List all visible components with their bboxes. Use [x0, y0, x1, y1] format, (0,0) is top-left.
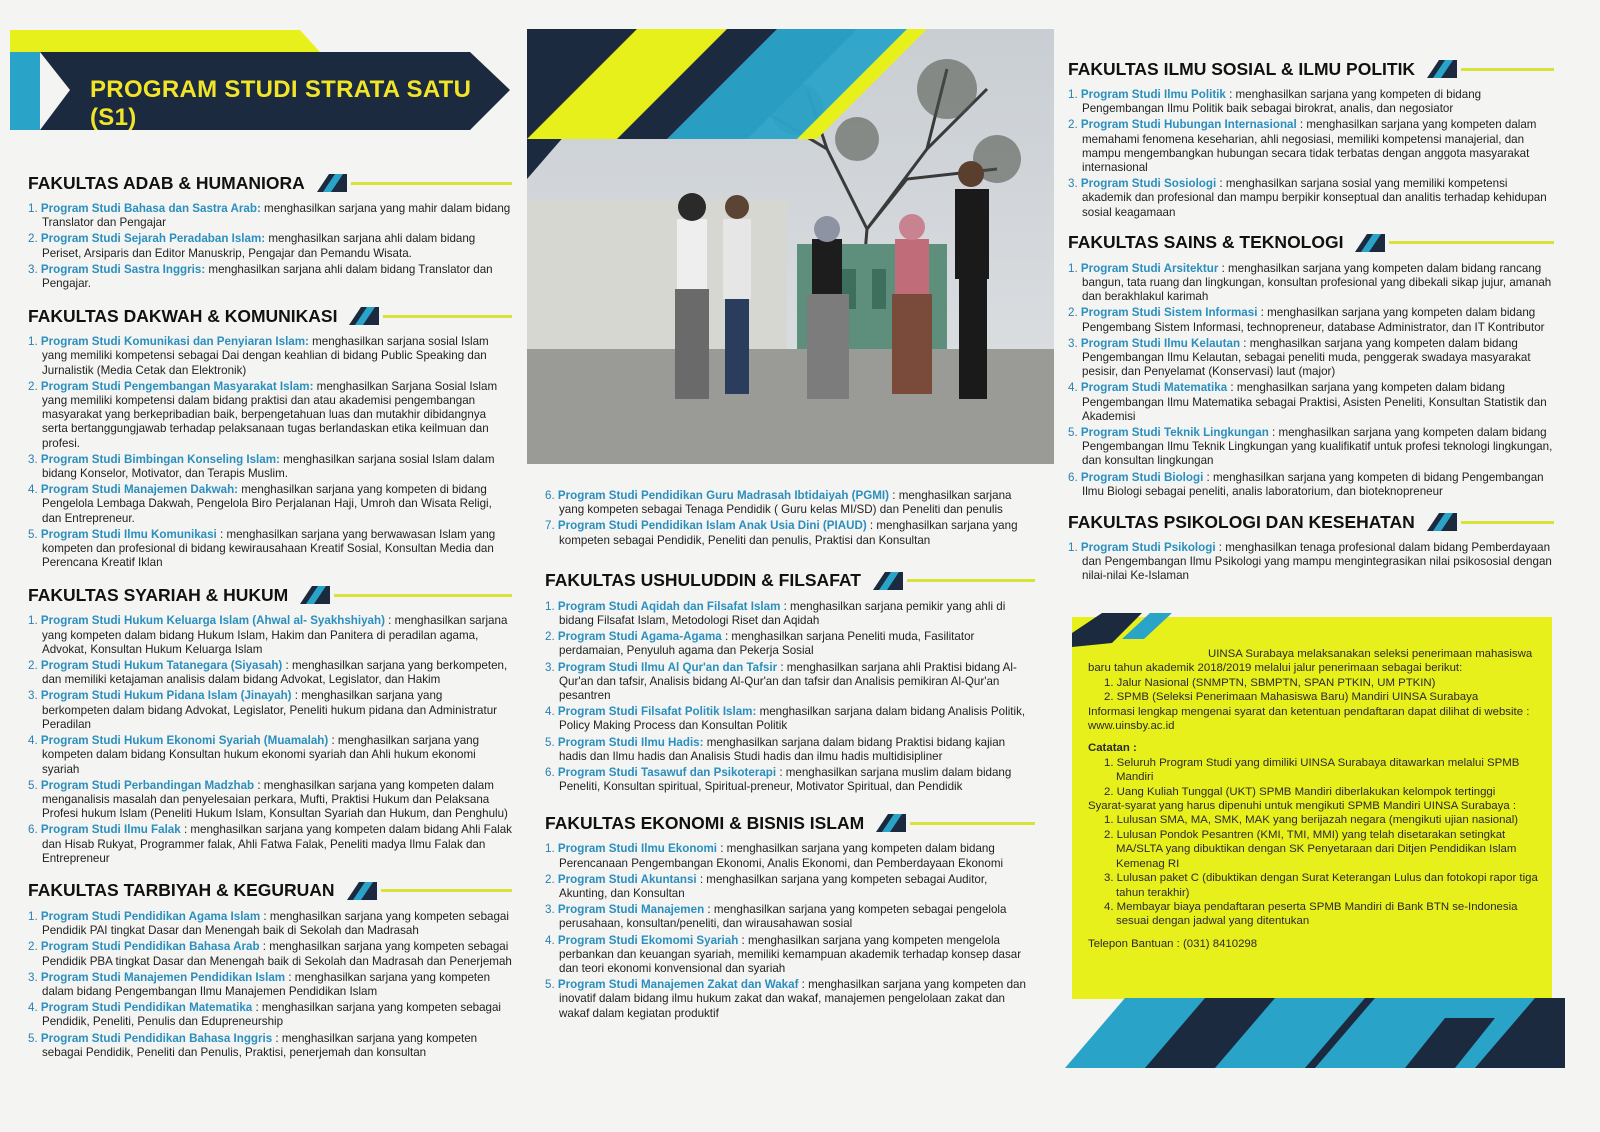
program-item — [1068, 381, 1554, 424]
program-name: Program Studi Akuntansi — [557, 872, 697, 886]
banner — [10, 30, 510, 135]
program-name: Program Studi Aqidah dan Filsafat Islam — [557, 599, 781, 613]
faculty-heading — [28, 580, 512, 610]
program-number: 3. — [28, 452, 38, 466]
program-name: Program Studi Manajemen Zakat dan Wakaf — [557, 978, 799, 992]
program-number: 1. — [545, 599, 555, 613]
program-name: Program Studi Ilmu Al Qur'an dan Tafsir — [557, 660, 778, 674]
program-item — [28, 823, 512, 866]
program-name: Program Studi Hukum Tatanegara (Siyasah) — [40, 659, 283, 673]
program-description: : menghasilkan sarjana yang kompeten dalam bidang Konsultan hukum ekonomi syariah dan Ahli hukum ekonomi syariah — [42, 734, 480, 776]
program-description: menghasilkan sarjana dalam bidang Praktisi bidang kajian hadis dan Ilmu hadis dan Analisis Studi hadis dan ilmu hadis multidisipliner — [559, 735, 1006, 763]
page-title: PROGRAM STUDI STRATA SATU (S1) — [90, 76, 472, 131]
program-number: 5. — [1068, 426, 1078, 440]
program-number: 5. — [28, 527, 38, 541]
program-item — [1068, 541, 1554, 584]
program-description: : menghasilkan sarjana yang kompeten sebagai Pendidik, Peneliti, Penulis dan Edupreneurship — [42, 1001, 502, 1029]
info-intro: UINSA Surabaya melaksanakan seleksi penerimaan mahasiswa baru tahun akademik 2018/2019 melalui jalur penerimaan sebagai berikut: — [1088, 648, 1533, 675]
program-item — [28, 614, 512, 657]
program-description: menghasilkan sarjana yang kompeten di bidang Pengelola Lembaga Dakwah, Pengelola Biro Perjalanan Haji, Umroh dan Wisata Religi, dan Entrepreneur. — [42, 483, 492, 525]
program-description: : menghasilkan sarjana pemikir yang ahli di bidang Filsafat Islam, Metodologi Riset dan Aqidah — [559, 599, 1006, 628]
program-number: 1. — [28, 335, 38, 349]
program-name: Program Studi Hukum Ekonomi Syariah (Muamalah) — [40, 734, 329, 748]
program-name: Program Studi Biologi — [1080, 470, 1204, 484]
program-item — [1068, 177, 1554, 220]
program-description: menghasilkan sarjana dalam bidang Analisis Politik, Policy Making Process dan Konsultan Politik — [559, 705, 1026, 733]
program-description: : menghasilkan sarjana yang kompeten dalam bidang Pengembangan Ilmu Matematika sebagai Praktisi, Asisten Peneliti, Konsultan Statistik dan Akademisi — [1082, 381, 1547, 423]
heading-stripe-icon — [1427, 513, 1457, 531]
program-description: menghasilkan sarjana ahli dalam bidang Translator dan Pengajar. — [42, 262, 493, 291]
program-number: 5. — [28, 778, 38, 792]
program-number: 2. — [1068, 306, 1078, 320]
program-item — [28, 1001, 512, 1029]
faculty-heading — [545, 808, 1035, 838]
heading-stripe-icon — [873, 572, 903, 590]
faculty-title: FAKULTAS ILMU SOSIAL & ILMU POLITIK — [1068, 58, 1416, 79]
program-description: : menghasilkan sarjana sosial yang memiliki kompetensi akademik dan profesional dan mampu berpikir konseptual dan analitis terhadap kehidupan sosial keagamaan — [1082, 177, 1547, 219]
heading-stripe-icon — [1355, 234, 1385, 252]
requirement-item: 4. Membayar biaya pendaftaran peserta SPMB Mandiri di Bank BTN se-Indonesia sesuai dengan jadwal yang ditentukan — [1104, 900, 1518, 928]
program-item — [28, 380, 512, 451]
program-description: menghasilkan Sarjana Sosial Islam yang memiliki kompetensi dalam bidang praktisi dan atau akademisi pengembangan masyarakat yang berkepribadian baik, berpengetahuan luas dan mutakhir dibidangnya serta bertanggungjawab terhadap pelaksanaan tugas berlandaskan etika keilmuan dan profesi. — [42, 379, 498, 450]
program-item — [545, 661, 1035, 704]
program-number: 1. — [28, 614, 38, 628]
program-item — [545, 766, 1035, 794]
program-description: : menghasilkan sarjana yang kompeten dalam menganalisis masalah dan penyelesaian perkara, Mufti, Praktisi Hukum dan Pelaksana Profesi hukum Islam (Peneliti Hukum Islam, Konsultan Syariah dan Hukum, dan Penghulu) — [42, 778, 508, 821]
program-number: 1. — [28, 202, 38, 215]
help-phone: Telepon Bantuan : (031) 8410298 — [1088, 937, 1258, 950]
faculty-title: FAKULTAS USHULUDDIN & FILSAFAT — [545, 570, 861, 591]
heading-rule — [351, 182, 512, 185]
program-name: Program Studi Perbandingan Madzhab — [40, 778, 255, 792]
program-name: Program Studi Filsafat Politik Islam: — [557, 705, 757, 719]
program-name: Program Studi Ilmu Komunikasi — [40, 527, 217, 541]
program-item — [28, 779, 512, 822]
program-description: menghasilkan sarjana sosial Islam yang memiliki kompetensi sebagai Dai dengan keahlian di bidang Public Speaking dan Jurnalistik (Media Cetak dan Elektronik) — [42, 335, 489, 377]
program-item — [545, 519, 1035, 547]
program-description: : menghasilkan tenaga profesional dalam bidang Pemberdayaan dan Pengembangan Ilmu Psikologi yang mampu mengintegrasikan nilai psikososial dengan nilai-nilai Ke-Islaman — [1082, 541, 1552, 583]
program-number: 1. — [1068, 541, 1078, 555]
heading-stripe-icon — [1427, 60, 1457, 78]
program-number: 4. — [28, 734, 38, 748]
program-description: : menghasilkan sarjana yang kompeten dalam bidang Pengembangan Ilmu Kelautan, sebagai peneliti muda, penggerak swadaya masyarakat pesisir, dan Penyelamat (Konservasi) laut (major) — [1082, 336, 1531, 379]
program-item — [28, 202, 512, 230]
website-link[interactable]: www.uinsby.ac.id — [1088, 720, 1175, 733]
program-name: Program Studi Sosiologi — [1080, 177, 1217, 191]
note-item: 1. Seluruh Program Studi yang dimiliki UINSA Surabaya ditawarkan melalui SPMB Mandiri — [1104, 756, 1520, 784]
program-number: 1. — [28, 909, 38, 923]
program-number: 2. — [28, 232, 38, 246]
program-name: Program Studi Komunikasi dan Penyiaran Islam: — [40, 335, 309, 349]
program-description: menghasilkan sarjana yang mahir dalam bidang Translator dan Pengajar — [42, 202, 511, 230]
program-item — [28, 263, 512, 291]
program-name: Program Studi Ilmu Ekonomi — [557, 842, 718, 856]
program-description: : menghasilkan sarjana yang kompeten dalam bidang Perencanaan Pengembangan Ekonomi, Analis Ekonomi, dan Pemberdayaan Ekonomi — [559, 842, 1004, 870]
program-name: Program Studi Ilmu Kelautan — [1080, 336, 1241, 350]
program-description: : menghasilkan sarjana yang berkompeten, dan memiliki ketajaman analisis dalam bidang Advokat, Legislator, dan Hakim — [42, 659, 508, 687]
program-description: : menghasilkan sarjana yang kompeten dalam bidang Pengembangan Ilmu Manajemen Pendidikan Islam — [42, 970, 491, 998]
program-description: : menghasilkan sarjana yang kompeten di bidang Pengembangan Ilmu Biologi sebagai peneliti, analis laboratorium, dan bioteknopreneur — [1082, 470, 1544, 498]
info-path-item: 1. Jalur Nasional (SNMPTN, SBMPTN, SPAN PTKIN, UM PTKIN) — [1104, 676, 1436, 689]
faculty-section — [1068, 54, 1554, 220]
program-number: 3. — [28, 262, 38, 276]
faculty-heading — [28, 301, 512, 331]
program-item — [545, 873, 1035, 901]
program-item — [1068, 426, 1554, 469]
program-name: Program Studi Ilmu Politik — [1080, 88, 1226, 101]
program-name: Program Studi Tasawuf dan Psikoterapi — [557, 766, 777, 780]
requirements-title: Syarat-syarat yang harus dipenuhi untuk mengikuti SPMB Mandiri UINSA Surabaya : — [1088, 800, 1516, 813]
faculty-heading — [28, 876, 512, 906]
requirement-item: 2. Lulusan Pondok Pesantren (KMI, TMI, MMI) yang telah disetarakan setingkat MA/SLTA yang dibuktikan dengan SK Penyetaraan dari Ditjen Pendidikan Islam Kemenag RI — [1104, 828, 1517, 870]
program-number: 5. — [545, 978, 555, 992]
program-name: Program Studi Sistem Informasi — [1080, 306, 1258, 320]
program-description: : menghasilkan sarjana yang kompeten dalam bidang Hukum Islam, Hakim dan Panitera di peradilan agama, Advokat, Konsultan Hukum Keluarga Islam — [42, 614, 508, 656]
heading-rule — [334, 594, 512, 597]
heading-rule — [1461, 521, 1554, 524]
program-name: Program Studi Ilmu Falak — [40, 823, 181, 837]
tarbiyah-continued-list — [545, 489, 1035, 548]
program-description: : menghasilkan sarjana yang kompeten di bidang Pengembangan Ilmu Politik baik sebagai birokrat, analis, dan negosiator — [1082, 88, 1482, 116]
column-right — [1068, 46, 1554, 586]
heading-stripe-icon — [876, 814, 906, 832]
program-item — [28, 232, 512, 260]
program-item — [1068, 118, 1554, 175]
program-number: 2. — [28, 379, 38, 393]
program-item — [28, 528, 512, 571]
heading-rule — [1461, 68, 1554, 71]
program-description: : menghasilkan sarjana yang berwawasan Islam yang kompeten dan profesional di bidang kewirausahaan Kreatif Sosial, Konsultan Media dan Perencana Kreatif Iklan — [42, 527, 496, 570]
program-description: menghasilkan sarjana sosial Islam dalam bidang Konselor, Motivator, dan Terapis Muslim. — [42, 452, 495, 481]
program-name: Program Studi Bahasa dan Sastra Arab: — [40, 202, 261, 215]
program-number: 2. — [545, 872, 555, 886]
program-item — [1068, 306, 1554, 334]
heading-rule — [907, 579, 1035, 582]
faculty-title: FAKULTAS SYARIAH & HUKUM — [28, 584, 289, 605]
program-number: 4. — [545, 705, 555, 719]
faculty-title: FAKULTAS EKONOMI & BISNIS ISLAM — [545, 812, 865, 833]
program-description: : menghasilkan sarjana yang kompeten sebagai pengelola perusahaan, konsultan/peneliti, dan wirausahawan sosial — [559, 903, 1007, 931]
program-description: : menghasilkan sarjana yang kompeten dan inovatif dalam bidang ilmu hukum zakat dan wakaf, manajemen pengelolaan zakat dan wakaf dalam kegiatan produktif — [559, 978, 1026, 1020]
program-item — [545, 705, 1035, 733]
program-item — [545, 978, 1035, 1021]
faculty-heading — [1068, 228, 1554, 258]
faculty-heading — [1068, 54, 1554, 84]
program-name: Program Studi Sejarah Peradaban Islam: — [40, 232, 266, 246]
program-number: 1. — [1068, 261, 1078, 275]
heading-stripe-icon — [349, 307, 379, 325]
program-number: 3. — [545, 903, 555, 917]
program-name: Program Studi Pendidikan Guru Madrasah Ibtidaiyah (PGMI) — [557, 489, 890, 502]
faculty-heading — [28, 168, 512, 198]
column-left — [28, 160, 512, 1062]
program-description: : menghasilkan sarjana yang kompeten sebagai Pendidik PAI tingkat Dasar dan Menengah baik di Sekolah dan Madrasah — [42, 909, 509, 938]
program-name: Program Studi Manajemen Pendidikan Islam — [40, 970, 286, 984]
program-description: : menghasilkan sarjana muslim dalam bidang Peneliti, Konsultan spiritual, Spiritual-preneur, Motivator Spiritual, dan Pendidik — [559, 766, 1012, 794]
program-description: : menghasilkan sarjana yang kompeten sebagai Pendidik PBA tingkat Dasar dan Menengah baik di Sekolah dan Madrasah dan Penerjemah — [42, 940, 512, 968]
program-number: 4. — [28, 483, 38, 497]
heading-stripe-icon — [317, 174, 347, 192]
program-number: 6. — [1068, 470, 1078, 484]
heading-rule — [381, 889, 512, 892]
program-item — [1068, 337, 1554, 380]
faculty-section — [28, 876, 512, 1060]
program-item — [545, 842, 1035, 870]
program-item — [28, 483, 512, 526]
program-description: : menghasilkan sarjana yang kompeten sebagai Pendidik, Peneliti dan penulis, Praktisi dan Konsultan — [559, 519, 1018, 547]
heading-rule — [910, 822, 1035, 825]
program-name: Program Studi Hukum Pidana Islam (Jinayah) — [40, 689, 292, 703]
program-item — [28, 910, 512, 938]
faculty-section — [28, 168, 512, 291]
program-number: 6. — [545, 766, 555, 780]
program-name: Program Studi Ekomomi Syariah — [557, 933, 739, 947]
faculty-section — [1068, 228, 1554, 499]
program-description: : menghasilkan sarjana yang kompeten sebagai Tenaga Pendidik ( Guru kelas MI/SD) dan Peneliti dan penulis — [559, 489, 1012, 517]
column-middle — [545, 489, 1035, 1023]
program-number: 2. — [545, 630, 555, 644]
program-name: Program Studi Psikologi — [1080, 541, 1216, 555]
program-description: : menghasilkan sarjana yang kompeten dalam bidang Ahli Falak dan Hisab Rukyat, Programmer falak, Ahli Fatwa Falak, Peneliti madya Ilmu Falak dan Entrepreneur — [42, 823, 512, 865]
program-description: : menghasilkan sarjana yang kompeten dalam memahami fenomena keseharian, ahli negosiasi, memiliki kompetensi manajerial, dan mampu mengembangkan hubungan secara tidak terbatas dengan anggota masyarakat internasional — [1082, 118, 1537, 175]
faculty-title: FAKULTAS SAINS & TEKNOLOGI — [1068, 232, 1344, 253]
program-number: 3. — [28, 689, 38, 703]
faculty-section — [28, 301, 512, 570]
heading-rule — [1389, 241, 1554, 244]
program-number: 3. — [1068, 177, 1078, 191]
requirement-item: 1. Lulusan SMA, MA, SMK, MAK yang berijazah negara (mengikuti ujian nasional) — [1104, 814, 1519, 827]
middle-faculties — [545, 566, 1035, 1021]
program-name: Program Studi Pendidikan Islam Anak Usia Dini (PIAUD) — [557, 519, 867, 533]
faculty-heading — [1068, 507, 1554, 537]
program-name: Program Studi Teknik Lingkungan — [1080, 426, 1269, 440]
program-description: : menghasilkan sarjana ahli Praktisi bidang Al-Qur'an dan tafsir, Analisis bidang Al-Qur'an dan tafsir dan Analisis pemikiran Al-Qur'an pesantren — [559, 660, 1017, 703]
faculty-section — [1068, 507, 1554, 584]
program-number: 3. — [1068, 336, 1078, 350]
program-item — [28, 689, 512, 732]
program-description: menghasilkan sarjana ahli dalam bidang Periset, Arsiparis dan Editor Manuskrip, Pengajar dan Pemandu Wisata. — [42, 232, 476, 260]
heading-stripe-icon — [300, 586, 330, 604]
program-name: Program Studi Hukum Keluarga Islam (Ahwal al- Syakhshiyah) — [40, 614, 385, 628]
program-description: : menghasilkan sarjana yang kompeten mengelola perbankan dan keuangan syariah, memiliki kemampuan akademik terhadap konsep dasar dan teori ekonomi konvensional dan syariah — [559, 933, 1022, 976]
info-more: Informasi lengkap mengenai syarat dan ketentuan pendaftaran dapat dilihat di website : — [1088, 705, 1530, 718]
program-number: 4. — [28, 1001, 38, 1015]
program-number: 4. — [545, 933, 555, 947]
program-number: 2. — [1068, 118, 1078, 132]
notes-title: Catatan : — [1088, 742, 1137, 755]
program-description: : menghasilkan sarjana yang kompeten dalam bidang Pengembangan Ilmu Teknik Lingkungan yang kualifikatif untuk profesi teknologi lingkungan, dan konsultan lingkungan — [1082, 426, 1553, 468]
program-name: Program Studi Pengembangan Masyarakat Islam: — [40, 379, 314, 393]
program-description: : menghasilkan sarjana yang kompeten dalam bidang rancang bangun, tata ruang dan lingkungan, konsultan profesional yang dibekali sikap jujur, amanah dan berakhlakul karimah — [1082, 261, 1552, 304]
program-description: : menghasilkan sarjana Peneliti muda, Fasilitator perdamaian, Penyuluh agama dan Pekerja Sosial — [559, 630, 975, 658]
program-item — [28, 659, 512, 687]
requirement-item: 3. Lulusan paket C (dibuktikan dengan Surat Keterangan Lulus dan fotokopi rapor tiga tahun terakhir) — [1104, 872, 1538, 899]
program-number: 3. — [28, 970, 38, 984]
program-item — [545, 630, 1035, 658]
program-name: Program Studi Bimbingan Konseling Islam: — [40, 452, 280, 466]
note-item: 2. Uang Kuliah Tunggal (UKT) SPMB Mandiri diberlakukan kelompok tertinggi — [1104, 785, 1496, 798]
heading-rule — [383, 315, 512, 318]
faculty-section — [28, 580, 512, 865]
bottom-decor — [1065, 998, 1565, 1070]
program-name: Program Studi Pendidikan Matematika — [40, 1001, 253, 1015]
program-item — [28, 940, 512, 968]
program-name: Program Studi Sastra Inggris: — [40, 262, 206, 276]
program-name: Program Studi Manajemen — [557, 903, 705, 917]
program-number: 6. — [545, 489, 555, 502]
faculty-title: FAKULTAS ADAB & HUMANIORA — [28, 172, 305, 193]
program-number: 4. — [1068, 381, 1078, 395]
program-item — [1068, 471, 1554, 499]
program-number: 2. — [28, 940, 38, 954]
program-name: Program Studi Arsitektur — [1080, 261, 1219, 275]
faculty-section — [545, 566, 1035, 795]
program-item — [28, 453, 512, 481]
program-description: : menghasilkan sarjana yang kompeten dalam bidang Pengembang Sistem Informasi, technopreneur, database Administrator, dan IT Kontributor — [1082, 306, 1545, 334]
info-path-item: 2. SPMB (Seleksi Penerimaan Mahasiswa Baru) Mandiri UINSA Surabaya — [1104, 691, 1479, 704]
program-number: 5. — [545, 735, 555, 749]
program-item — [1068, 262, 1554, 305]
program-item — [1068, 88, 1554, 116]
program-name: Program Studi Pendidikan Bahasa Inggris — [40, 1031, 273, 1045]
program-item — [545, 903, 1035, 931]
faculty-title: FAKULTAS DAKWAH & KOMUNIKASI — [28, 305, 338, 326]
program-name: Program Studi Matematika — [1080, 381, 1228, 395]
program-description: : menghasilkan sarjana yang berkompeten dalam bidang Advokat, Legislator, Peneliti hukum pidana dan Administratur Peradilan — [42, 689, 498, 731]
program-item — [545, 736, 1035, 764]
faculty-title: FAKULTAS PSIKOLOGI DAN KESEHATAN — [1068, 511, 1415, 532]
program-name: Program Studi Hubungan Internasional — [1080, 118, 1297, 132]
program-name: Program Studi Pendidikan Agama Islam — [40, 909, 261, 923]
program-item — [545, 489, 1035, 517]
program-number: 2. — [28, 659, 38, 673]
program-number: 6. — [28, 823, 38, 837]
program-description: : menghasilkan sarjana yang kompeten sebagai Auditor, Akunting, dan Konsultan — [559, 872, 988, 901]
program-item — [28, 734, 512, 777]
program-item — [545, 600, 1035, 628]
program-item — [28, 335, 512, 378]
faculty-title: FAKULTAS TARBIYAH & KEGURUAN — [28, 880, 335, 901]
program-item — [28, 971, 512, 999]
admission-info-box — [1072, 617, 1552, 999]
program-name: Program Studi Ilmu Hadis: — [557, 735, 704, 749]
program-name: Program Studi Pendidikan Bahasa Arab — [40, 940, 260, 954]
program-number: 1. — [1068, 88, 1078, 101]
faculty-section — [545, 808, 1035, 1020]
program-item — [28, 1032, 512, 1060]
program-number: 1. — [545, 842, 555, 856]
program-number: 3. — [545, 660, 555, 674]
heading-stripe-icon — [347, 882, 377, 900]
program-name: Program Studi Agama-Agama — [557, 630, 722, 644]
program-number: 7. — [545, 519, 555, 533]
students-photo — [527, 29, 1054, 464]
program-name: Program Studi Manajemen Dakwah: — [40, 483, 239, 497]
faculty-heading — [545, 566, 1035, 596]
program-description: : menghasilkan sarjana yang kompeten sebagai Pendidik, Peneliti dan Penulis, Praktisi, penerjemah dan konsultan — [42, 1031, 478, 1059]
program-item — [545, 934, 1035, 977]
program-number: 5. — [28, 1031, 38, 1045]
